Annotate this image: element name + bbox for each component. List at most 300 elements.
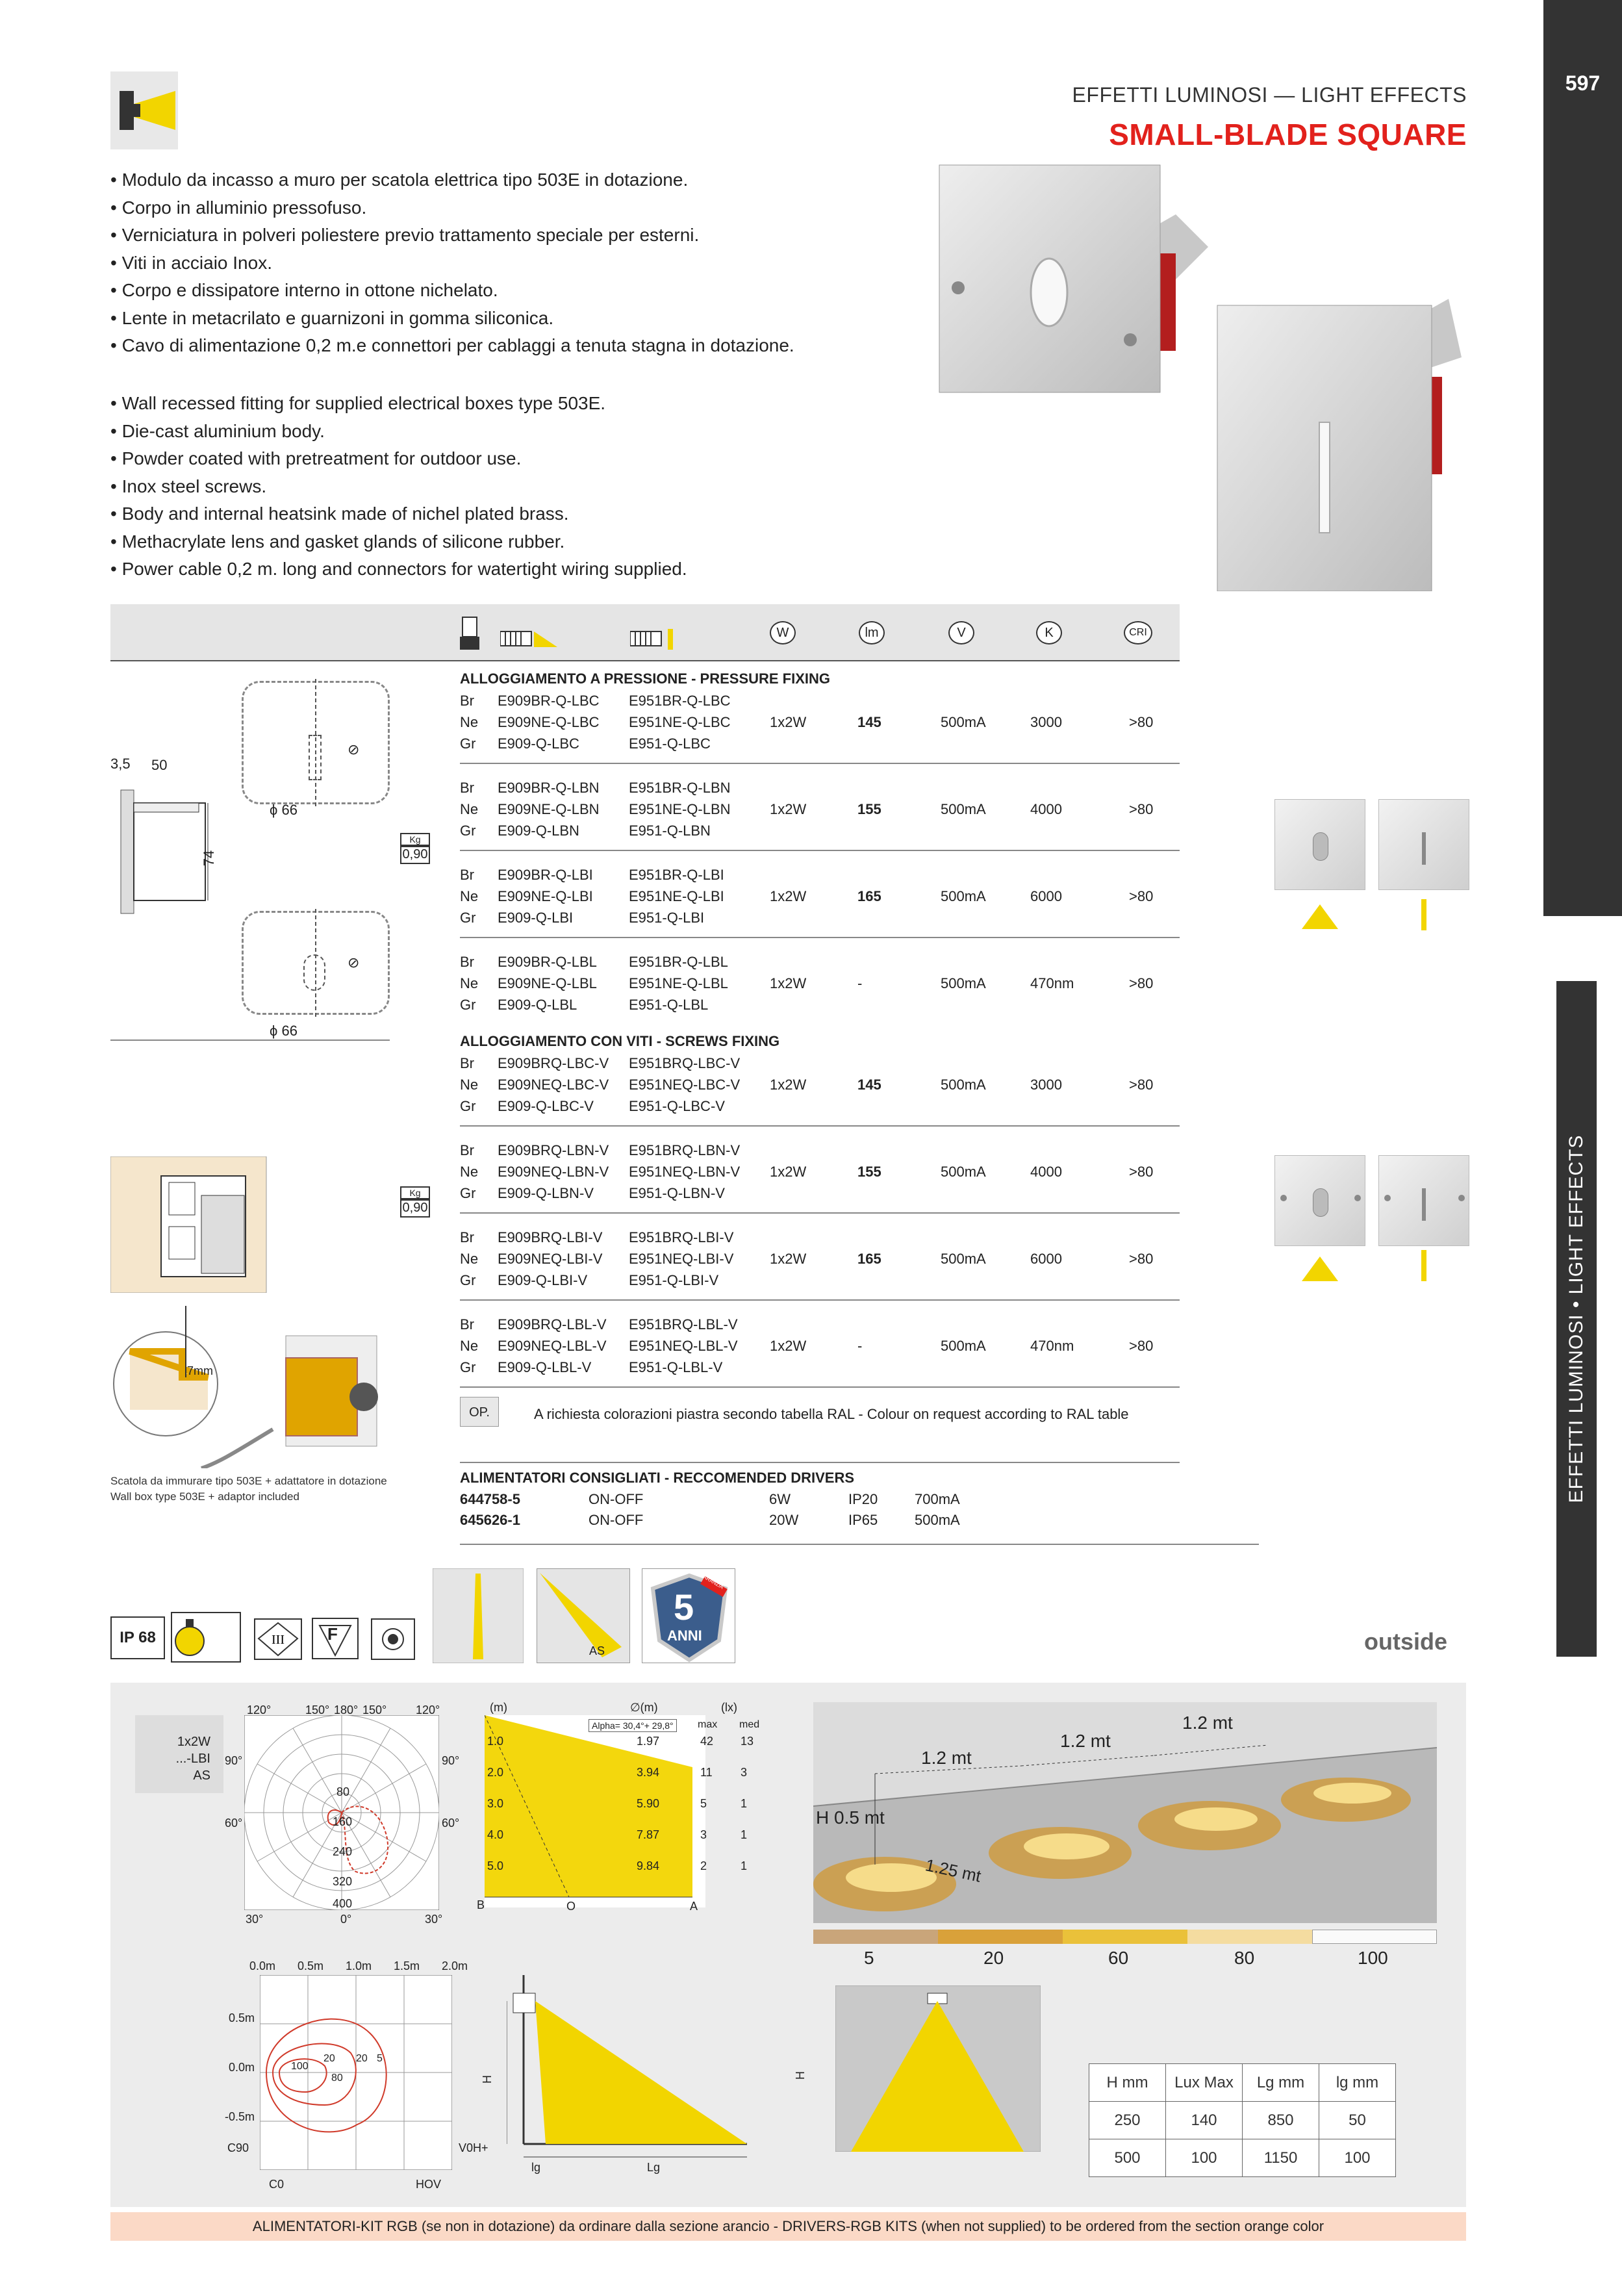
cri-value: >80 — [1129, 1164, 1154, 1180]
lumen-value: - — [857, 975, 863, 991]
feature-en: • Body and internal heatsink made of nichel plated brass. — [110, 500, 955, 528]
screw-icon — [1280, 1195, 1287, 1201]
wall-light-icon — [110, 71, 178, 149]
watt-value: 1x2W — [770, 1338, 807, 1354]
thumb-blade — [1422, 1188, 1426, 1221]
side-label-text: EFFETTI LUMINOSI • LIGHT EFFECTS — [1556, 981, 1597, 1657]
finish-code: Br — [460, 954, 474, 970]
article-code: E951NE-Q-LBN — [629, 801, 731, 817]
isolux-y-label: -0.5m — [225, 2110, 255, 2123]
angle-label: 0° — [340, 1913, 352, 1926]
feature-it: • Modulo da incasso a muro per scatola elettrica tipo 503E in dotazione. — [110, 166, 955, 194]
table-header — [110, 604, 1180, 661]
wide-beam-icon — [1302, 1256, 1338, 1281]
finish-code: Gr — [460, 1359, 476, 1375]
watt-value: 1x2W — [770, 975, 807, 991]
row-separator — [460, 1462, 1180, 1463]
article-code: E909NE-Q-LBL — [498, 975, 597, 991]
thumb-lbi-pressure — [1274, 799, 1365, 890]
thumb-lens — [1313, 1188, 1328, 1217]
kelvin-value: 3000 — [1030, 714, 1062, 730]
feature-it: • Verniciatura in polveri poliestere previo trattamento speciale per esterni. — [110, 222, 955, 249]
article-code: E909-Q-LBL-V — [498, 1359, 592, 1375]
article-code: E951BRQ-LBC-V — [629, 1055, 741, 1071]
isolux-x-label: 1.5m — [394, 1959, 420, 1972]
driver-mode: ON-OFF — [589, 1512, 644, 1528]
finish-code: Gr — [460, 910, 476, 926]
beam-side-diagram — [507, 1969, 767, 2163]
cone-diameter: 7.87 — [637, 1828, 660, 1841]
article-code: E951BRQ-LBL-V — [629, 1316, 738, 1333]
phi-symbol: ϕ — [270, 1023, 278, 1039]
kelvin-value: 6000 — [1030, 1251, 1062, 1267]
radius-label: 240 — [333, 1845, 353, 1858]
ip-rating-badge: IP 68 — [110, 1616, 165, 1659]
isolux-x-label: 1.0m — [346, 1959, 372, 1972]
product-row — [460, 1140, 1180, 1204]
drivers-title: ALIMENTATORI CONSIGLIATI - RECCOMENDED DRIVERS — [460, 1470, 855, 1486]
driver-code: 644758-5 — [460, 1491, 520, 1507]
angle-label: 150° — [305, 1703, 330, 1716]
category-icon — [110, 71, 178, 149]
spec-row — [1089, 2102, 1396, 2139]
current-value: 500mA — [941, 801, 986, 817]
legend-line: AS — [193, 1768, 210, 1783]
cone-row — [485, 1828, 757, 1859]
lumen-value: 145 — [857, 714, 881, 730]
product-render — [935, 162, 1468, 591]
article-code: E951BR-Q-LBC — [629, 693, 731, 709]
feature-it: • Lente in metacrilato e guarnizoni in gomma siliconica. — [110, 305, 955, 333]
article-code: E951-Q-LBC — [629, 735, 711, 752]
isolux-value: 100 — [291, 2061, 309, 2072]
spec-cell: 500 — [1089, 2139, 1166, 2177]
diameter-label — [270, 1023, 298, 1040]
article-code: E909BRQ-LBN-V — [498, 1142, 609, 1158]
features-english — [110, 390, 955, 583]
article-code: E951BRQ-LBI-V — [629, 1229, 734, 1245]
finish-code: Gr — [460, 1185, 476, 1201]
finish-code: Br — [460, 1055, 474, 1071]
radius-label: 320 — [333, 1875, 353, 1888]
blade-beam-icon — [1421, 899, 1426, 930]
cone-med-header: med — [739, 1719, 760, 1730]
cri-value: >80 — [1129, 888, 1154, 904]
row-separator — [460, 1212, 1180, 1214]
cri-icon: CRI — [1124, 621, 1152, 644]
weight-value: 0,90 — [400, 1199, 430, 1218]
radius-label: 160 — [333, 1815, 353, 1828]
blade-slot — [309, 735, 322, 780]
isolux-value: 20 — [356, 2053, 368, 2064]
weight-value: 0,90 — [400, 846, 430, 864]
driver-current: 500mA — [915, 1512, 960, 1528]
thumb-blade-screws — [1378, 1155, 1469, 1246]
cone-med: 1 — [741, 1859, 748, 1872]
finish-code: Br — [460, 1316, 474, 1333]
spacing-distance: 1.2 mt — [921, 1748, 972, 1768]
article-code: E951NE-Q-LBC — [629, 714, 731, 730]
cone-max: 2 — [700, 1859, 707, 1872]
feature-it: • Viti in acciaio Inox. — [110, 249, 955, 277]
isolux-x-label: 2.0m — [442, 1959, 468, 1972]
row-separator — [460, 1125, 1180, 1127]
product-row — [460, 1314, 1180, 1378]
isolux-v0h: V0H+ — [459, 2141, 488, 2154]
driver-mode: ON-OFF — [589, 1491, 644, 1507]
features-italian — [110, 166, 955, 360]
weight-unit: Kg — [400, 1186, 430, 1199]
side-band-dark — [1543, 0, 1622, 916]
cone-height: 3.0 — [487, 1797, 504, 1810]
angle-label: 120° — [247, 1703, 272, 1716]
finish-code: Br — [460, 867, 474, 883]
dim-7mm: 7mm — [187, 1364, 213, 1377]
angle-label: 120° — [416, 1703, 440, 1716]
article-code: E951-Q-LBL — [629, 997, 709, 1013]
cone-row — [485, 1797, 757, 1828]
radius-label: 400 — [333, 1897, 353, 1910]
article-code: E951NE-Q-LBI — [629, 888, 724, 904]
current-value: 500mA — [941, 888, 986, 904]
drivers-separator — [460, 1544, 1259, 1545]
cone-height: 2.0 — [487, 1766, 504, 1779]
finish-code: Ne — [460, 1164, 479, 1180]
side-section-drawing — [110, 777, 214, 926]
article-code: E951NEQ-LBI-V — [629, 1251, 734, 1267]
feature-en: • Inox steel screws. — [110, 473, 955, 501]
box-note-line: Wall box type 503E + adaptor included — [110, 1490, 299, 1503]
article-code: E909-Q-LBN-V — [498, 1185, 594, 1201]
cone-diameter: 9.84 — [637, 1859, 660, 1872]
product-row — [460, 864, 1180, 928]
dim-50: 50 — [151, 757, 168, 773]
driver-code: 645626-1 — [460, 1512, 520, 1528]
angle-label: 150° — [362, 1703, 387, 1716]
row-separator — [460, 1386, 1180, 1388]
row-separator — [460, 937, 1180, 938]
cone-col-lx: (lx) — [721, 1701, 737, 1714]
spacing-distance: 1.2 mt — [1060, 1731, 1111, 1751]
cri-value: >80 — [1129, 1251, 1154, 1267]
warranty-ribbon: GARANZIA — [698, 1572, 725, 1590]
as-label: AS — [589, 1644, 605, 1657]
isolux-chart — [260, 1975, 452, 2170]
finish-code: Gr — [460, 1098, 476, 1114]
driver-row — [460, 1510, 1180, 1531]
spec-cell: 250 — [1089, 2102, 1166, 2139]
screw-symbol: ⊘ — [348, 741, 360, 758]
kelvin-value: 470nm — [1030, 1338, 1074, 1354]
header-subtitle: EFFETTI LUMINOSI — LIGHT EFFECTS — [1072, 83, 1467, 107]
polar-legend — [135, 1715, 223, 1793]
screws-fixing-icon — [630, 628, 682, 651]
spec-row — [1089, 2139, 1396, 2177]
article-code: E951BR-Q-LBI — [629, 867, 724, 883]
weight-badge — [400, 833, 430, 865]
current-value: 500mA — [941, 714, 986, 730]
article-code: E951-Q-LBN-V — [629, 1185, 725, 1201]
product-photo — [935, 162, 1468, 591]
cone-point-o: O — [566, 1900, 576, 1913]
pressure-fixing-icon — [500, 628, 565, 651]
op-label: OP. — [460, 1397, 499, 1427]
kelvin-value: 4000 — [1030, 801, 1062, 817]
article-code: E909BRQ-LBL-V — [498, 1316, 607, 1333]
lux-value: 80 — [1234, 1948, 1255, 1968]
lux-value: 20 — [983, 1948, 1004, 1968]
legend-line: 1x2W — [177, 1735, 210, 1749]
cri-value: >80 — [1129, 714, 1154, 730]
cone-med: 1 — [741, 1828, 748, 1841]
article-code: E951-Q-LBC-V — [629, 1098, 725, 1114]
article-code: E909NEQ-LBC-V — [498, 1077, 609, 1093]
article-code: E909-Q-LBI — [498, 910, 574, 926]
kelvin-value: 6000 — [1030, 888, 1062, 904]
class-iii-icon — [253, 1618, 303, 1661]
angle-label: 90° — [225, 1754, 243, 1767]
current-value: 500mA — [941, 1164, 986, 1180]
angle-label: 90° — [442, 1754, 460, 1767]
spec-cell: 1150 — [1243, 2139, 1319, 2177]
finish-code: Ne — [460, 801, 479, 817]
watt-icon: W — [770, 621, 796, 644]
cri-value: >80 — [1129, 1338, 1154, 1354]
volt-icon: V — [948, 621, 974, 644]
isolux-x-label: 0.0m — [249, 1959, 276, 1972]
box-note — [110, 1473, 387, 1505]
article-code: E951-Q-LBL-V — [629, 1359, 723, 1375]
article-code: E951-Q-LBI-V — [629, 1272, 719, 1288]
group-title: ALLOGGIAMENTO A PRESSIONE - PRESSURE FIXING — [460, 670, 831, 687]
wide-beam-icon — [1302, 904, 1338, 929]
isolux-y-label: 0.5m — [229, 2011, 255, 2024]
cone-med: 3 — [741, 1766, 748, 1779]
screw-symbol: ⊘ — [348, 954, 360, 971]
cone-diameter: 1.97 — [637, 1735, 660, 1748]
cone-col-m: (m) — [490, 1701, 507, 1714]
spec-cell: 140 — [1166, 2102, 1243, 2139]
lumen-icon: lm — [859, 621, 885, 644]
screw-icon — [1384, 1195, 1391, 1201]
row-separator — [460, 763, 1180, 764]
feature-it: • Corpo in alluminio pressofuso. — [110, 194, 955, 222]
article-code: E909-Q-LBC-V — [498, 1098, 594, 1114]
lux-bar-100 — [1312, 1930, 1437, 1944]
cone-max-header: max — [698, 1719, 718, 1730]
current-value: 500mA — [941, 1077, 986, 1093]
current-value: 500mA — [941, 1338, 986, 1354]
feature-en: • Methacrylate lens and gasket glands of silicone rubber. — [110, 528, 955, 556]
f-mark-letter: F — [327, 1624, 338, 1644]
diameter-label — [270, 802, 298, 819]
spec-table — [1089, 2063, 1396, 2177]
bulb-icon — [170, 1611, 242, 1663]
product-row — [460, 777, 1180, 841]
article-code: E909BR-Q-LBL — [498, 954, 597, 970]
isolux-c0: C0 — [269, 2178, 285, 2191]
lumen-value: 155 — [857, 801, 881, 817]
cri-value: >80 — [1129, 1077, 1154, 1093]
finish-code: Br — [460, 1229, 474, 1245]
finish-icon — [457, 615, 483, 654]
driver-ip: IP65 — [848, 1512, 878, 1528]
cone-max: 11 — [700, 1766, 713, 1779]
weight-badge — [400, 1186, 430, 1219]
finish-code: Ne — [460, 1338, 479, 1354]
spec-header-row — [1089, 2064, 1396, 2102]
weight-unit: Kg — [400, 833, 430, 846]
cone-point-a: A — [690, 1900, 698, 1913]
cone-med: 1 — [741, 1797, 748, 1810]
watt-value: 1x2W — [770, 1164, 807, 1180]
lumen-value: 155 — [857, 1164, 881, 1180]
feature-en: • Powder coated with pretreatment for outdoor use. — [110, 445, 955, 473]
article-code: E909NEQ-LBL-V — [498, 1338, 607, 1354]
finish-code: Gr — [460, 823, 476, 839]
blade-beam-icon — [1421, 1250, 1426, 1281]
watt-value: 1x2W — [770, 714, 807, 730]
finish-code: Br — [460, 780, 474, 796]
driver-watt: 6W — [769, 1491, 791, 1507]
article-code: E951BR-Q-LBN — [629, 780, 731, 796]
beam-lg-small: lg — [531, 2161, 541, 2174]
current-value: 500mA — [941, 1251, 986, 1267]
article-code: E951BRQ-LBN-V — [629, 1142, 741, 1158]
finish-code: Gr — [460, 997, 476, 1013]
spec-header: H mm — [1089, 2064, 1166, 2102]
isolux-c90: C90 — [227, 2141, 249, 2154]
article-code: E909NEQ-LBI-V — [498, 1251, 603, 1267]
thumb-blade-pressure — [1378, 799, 1469, 890]
lux-bar-20 — [938, 1930, 1063, 1944]
cone-height: 1.0 — [487, 1735, 504, 1748]
article-code: E951NEQ-LBL-V — [629, 1338, 738, 1354]
front-view-lbc — [242, 681, 390, 804]
screw-icon — [1458, 1195, 1465, 1201]
article-code: E951-Q-LBN — [629, 823, 711, 839]
lumen-value: 165 — [857, 888, 881, 904]
article-code: E909-Q-LBL — [498, 997, 577, 1013]
article-code: E909BRQ-LBC-V — [498, 1055, 609, 1071]
article-code: E909BR-Q-LBI — [498, 867, 593, 883]
article-code: E951NEQ-LBC-V — [629, 1077, 741, 1093]
isolux-value: 20 — [323, 2053, 335, 2064]
product-row — [460, 1052, 1180, 1117]
f-mark-icon — [312, 1618, 359, 1659]
spec-cell: 850 — [1243, 2102, 1319, 2139]
watt-value: 1x2W — [770, 1251, 807, 1267]
kelvin-icon: K — [1036, 621, 1062, 644]
angle-label: 60° — [442, 1817, 460, 1830]
phi-symbol: ϕ — [270, 802, 278, 818]
spec-cell: 100 — [1166, 2139, 1243, 2177]
isolux-y-label: 0.0m — [229, 2061, 255, 2074]
feature-en: • Die-cast aluminium body. — [110, 418, 955, 446]
led-source-icon — [370, 1618, 416, 1661]
op-text: A richiesta colorazioni piastra secondo tabella RAL - Colour on request according to RAL table — [534, 1406, 1129, 1422]
row-separator — [460, 1299, 1180, 1301]
warranty-label: ANNI — [667, 1627, 702, 1644]
lux-value: 5 — [864, 1948, 874, 1968]
radius-label: 80 — [336, 1785, 350, 1798]
article-code: E951BR-Q-LBL — [629, 954, 728, 970]
finish-code: Ne — [460, 888, 479, 904]
watt-value: 1x2W — [770, 1077, 807, 1093]
product-row — [460, 951, 1180, 1015]
feature-it: • Corpo e dissipatore interno in ottone nichelato. — [110, 277, 955, 305]
lumen-value: 165 — [857, 1251, 881, 1267]
beam-lg-large: Lg — [647, 2161, 661, 2174]
finish-code: Ne — [460, 714, 479, 730]
article-code: E909NE-Q-LBI — [498, 888, 593, 904]
cone-diameter: 5.90 — [637, 1797, 660, 1810]
feature-it: • Cavo di alimentazione 0,2 m.e connettori per cablaggi a tenuta stagna in dotazione. — [110, 332, 955, 360]
kelvin-value: 4000 — [1030, 1164, 1062, 1180]
dim-35: 3,5 — [110, 756, 131, 772]
box-note-line: Scatola da immurare tipo 503E + adattatore in dotazione — [110, 1475, 387, 1487]
thumb-lens — [1313, 832, 1328, 861]
cone-row — [485, 1766, 757, 1797]
outside-logo-text: outside — [1364, 1628, 1448, 1655]
angle-label: 30° — [425, 1913, 443, 1926]
finish-code: Gr — [460, 1272, 476, 1288]
feature-en: • Power cable 0,2 m. long and connectors for watertight wiring supplied. — [110, 555, 955, 583]
footer-note: ALIMENTATORI-KIT RGB (se non in dotazione) da ordinare dalla sezione arancio - DRIVERS-RGB KITS (when not supplied) to be ordered from the section orange color — [110, 2212, 1466, 2241]
cone-row — [485, 1735, 757, 1766]
feature-en: • Wall recessed fitting for supplied electrical boxes type 503E. — [110, 390, 955, 418]
finish-code: Gr — [460, 735, 476, 752]
kelvin-value: 3000 — [1030, 1077, 1062, 1093]
outside-logo — [1364, 1628, 1447, 1655]
watt-value: 1x2W — [770, 801, 807, 817]
kelvin-value: 470nm — [1030, 975, 1074, 991]
article-code: E909BR-Q-LBC — [498, 693, 600, 709]
svg-text:III: III — [272, 1633, 285, 1647]
group-title: ALLOGGIAMENTO CON VITI - SCREWS FIXING — [460, 1033, 780, 1049]
cri-value: >80 — [1129, 975, 1154, 991]
lux-bar-5 — [813, 1930, 938, 1944]
finish-code: Br — [460, 693, 474, 709]
beam-front-diagram — [835, 1985, 1041, 2152]
warranty-years: 5 — [674, 1587, 694, 1627]
driver-ip: IP20 — [848, 1491, 878, 1507]
legend-line: ...-LBI — [175, 1752, 210, 1766]
spacing-height: H 0.5 mt — [816, 1807, 885, 1828]
lux-bar-80 — [1187, 1930, 1312, 1944]
angle-label: 180° — [334, 1703, 359, 1716]
installation-drawing — [110, 1306, 409, 1468]
front-view-lbi — [242, 911, 390, 1015]
cone-max: 42 — [700, 1735, 714, 1748]
cone-point-b: B — [477, 1898, 485, 1911]
cone-max: 3 — [700, 1828, 707, 1841]
lumen-value: 145 — [857, 1077, 881, 1093]
spacing-distance: 1.2 mt — [1182, 1713, 1233, 1733]
article-code: E909NEQ-LBN-V — [498, 1164, 609, 1180]
angle-label: 30° — [246, 1913, 264, 1926]
product-row — [460, 690, 1180, 754]
cone-table-rows — [485, 1735, 757, 1891]
header-title: SMALL-BLADE SQUARE — [1109, 118, 1467, 151]
driver-current: 700mA — [915, 1491, 960, 1507]
article-code: E909-Q-LBI-V — [498, 1272, 588, 1288]
cone-height: 5.0 — [487, 1859, 504, 1872]
isolux-value: 5 — [377, 2053, 383, 2064]
cri-value: >80 — [1129, 801, 1154, 817]
beam-front-height: H — [794, 2071, 807, 2080]
page-number: 597 — [1565, 71, 1601, 95]
